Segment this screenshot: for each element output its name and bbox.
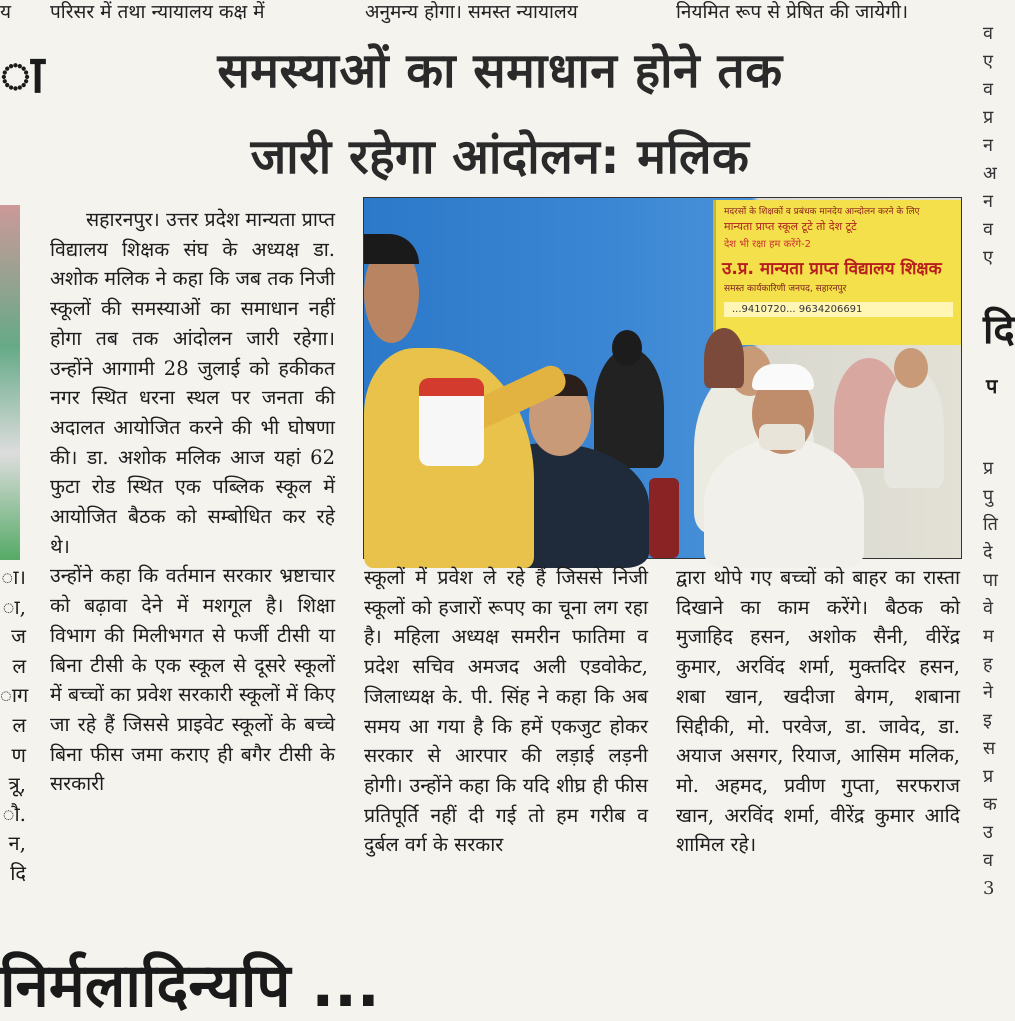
red-chair xyxy=(649,478,679,558)
banner-line-3: देश भी रक्षा हम करेंगे-2 xyxy=(724,239,811,250)
left-photo-sliver xyxy=(0,205,20,560)
right-edge-line: इ xyxy=(983,710,992,731)
right-edge-line: व xyxy=(983,219,994,240)
left-edge-line: त्रू, xyxy=(8,772,26,797)
right-edge-line: ए xyxy=(983,247,993,268)
right-edge-line: पु xyxy=(983,486,994,507)
hair xyxy=(364,234,419,264)
right-edge-line: वे xyxy=(983,598,994,619)
right-edge-line: 3 xyxy=(983,878,995,899)
photo-banner xyxy=(713,200,961,345)
right-edge-line: ह xyxy=(983,654,993,675)
banner-line-2: मान्यता प्राप्त स्कूल टूटे तो देश टूटे xyxy=(724,220,857,233)
person-head xyxy=(612,330,642,366)
right-edge-line: न xyxy=(983,135,993,156)
right-edge-line: व xyxy=(983,23,994,44)
person-background xyxy=(704,328,744,388)
article-paragraph-2: उन्होंने कहा कि वर्तमान सरकार भ्रष्टाचार को बढ़ावा देने में मशगूल है। शिक्षा विभाग की मिलीभगत से फर्जी टीसी या बिना टीसी के एक स्कूल से दूसरे स्कूलों में बच्चों का प्रवेश सरकारी स्कूलों में किए जा रहे हैं जिससे प्राइवेट स्कूलों के बच्चे बिना फीस जमा कराए ही बगैर टीसी के सरकारी xyxy=(50,564,335,796)
right-edge-line: प्र xyxy=(983,766,994,787)
person-white-cap-man xyxy=(704,438,864,568)
headline-line-1: समस्याओं का समाधान होने तक xyxy=(217,43,783,99)
right-edge-column-top xyxy=(983,20,1000,272)
headline-line-2: जारी रहेगा आंदोलन: मलिक xyxy=(250,129,750,185)
right-edge-line: उ xyxy=(983,822,993,843)
left-edge-line: न, xyxy=(8,831,26,856)
right-edge-big-fragment: दि xyxy=(983,307,1015,353)
article-paragraph-1: सहारनपुर। उत्तर प्रदेश मान्यता प्राप्त विद्यालय शिक्षक संघ के अध्यक्ष डा. अशोक मलिक ने कहा कि जब तक निजी स्कूलों की समस्याओं का समाधान नहीं होगा तब तक आंदोलन जारी रहेगा। उन्होंने आगामी 28 जुलाई को हकीकत नगर स्थित धरना स्थल पर जनता की अदालत आयोजित करने की भी घोषणा की। डा. अशोक मलिक आज यहां 62 फुटा रोड स्थित एक पब्लिक स्कूल में आयोजित बैठक को सम्बोधित कर रहे थे। xyxy=(50,208,335,558)
bottom-next-headline xyxy=(0,951,1000,1021)
top-fragment-col2: अनुमन्य होगा। समस्त न्यायालय xyxy=(365,1,578,23)
right-edge-line: ति xyxy=(983,514,998,535)
top-fragment-left: य xyxy=(0,1,12,23)
right-edge-line: दे xyxy=(983,542,993,563)
right-edge-line: अ xyxy=(983,163,997,184)
left-edge-fragment: ा xyxy=(0,45,45,105)
bottom-next-headline-text: निर्मलादिन्यपि ... xyxy=(0,951,380,1021)
right-edge-line: ए xyxy=(983,51,993,72)
right-edge-line: स xyxy=(983,738,996,759)
left-edge-line: ा। xyxy=(1,565,26,589)
face-mask xyxy=(759,424,805,450)
top-fragment-col3: नियमित रूप से प्रेषित की जायेगी। xyxy=(676,1,909,23)
right-edge-line: न xyxy=(983,191,993,212)
right-edge-line: पा xyxy=(983,570,998,591)
person-head xyxy=(894,348,928,388)
left-edge-line: ाग xyxy=(0,683,29,708)
article-paragraph-4: द्वारा थोपे गए बच्चों को बाहर का रास्ता दिखाने का काम करेंगे। बैठक को मुजाहिद हसन, अशोक सैनी, वीरेंद्र कुमार, अरविंद शर्मा, मुक्तदिर हसन, शबा खान, खदीजा बेगम, शबाना सिद्दीकी, मो. परवेज, डा. जावेद, डा. अयाज असगर, रियाज, आसिम मलिक, मो. अहमद, प्रवीण गुप्ता, सरफराज खान, अरविंद शर्मा, वीरेंद्र कुमार आदि शामिल रहे। xyxy=(676,566,960,857)
left-edge-line: ज xyxy=(11,624,26,649)
banner-line-5: समस्त कार्यकारिणी जनपद, सहारनपुर xyxy=(724,284,847,294)
news-photo xyxy=(363,197,962,559)
right-edge-line: व xyxy=(983,850,994,871)
right-edge-line: व xyxy=(983,79,994,100)
right-edge-line: प्र xyxy=(983,458,994,479)
left-edge-column xyxy=(0,563,29,889)
top-fragment-col1: परिसर में तथा न्यायालय कक्ष में xyxy=(50,1,265,23)
right-edge-sub-fragment: प xyxy=(986,374,998,398)
left-edge-line: ल xyxy=(12,653,26,678)
article-column-2 xyxy=(364,563,648,860)
left-edge-line: ल xyxy=(12,712,26,737)
banner-line-1: मदरसों के शिक्षकों व प्रबंधक मानदेय आन्दोलन करने के लिए xyxy=(724,207,920,217)
right-edge-line: ने xyxy=(983,682,993,703)
left-edge-line: ौ. xyxy=(2,801,26,826)
banner-line-6: ...9410720... 9634206691 xyxy=(724,302,953,317)
person-woman-hijab xyxy=(594,348,664,468)
right-edge-column-bottom xyxy=(983,455,1000,903)
right-edge-line: म xyxy=(983,626,994,647)
right-edge-line: प्र xyxy=(983,107,994,128)
left-edge-line: दि xyxy=(10,860,26,885)
right-edge-line: क xyxy=(983,794,997,815)
left-edge-line: ण xyxy=(11,742,26,767)
left-edge-line: ा, xyxy=(2,594,26,619)
article-column-1 xyxy=(50,205,335,799)
water-jug xyxy=(419,378,484,466)
white-cap xyxy=(752,364,814,390)
article-paragraph-3: स्कूलों में प्रवेश ले रहे हैं जिससे निजी स्कूलों को हजारों रूपए का चूना लग रहा है। महिला अध्यक्ष समरीन फातिमा व प्रदेश सचिव अमजद अली एडवोकेट, जिलाध्यक्ष के. पी. सिंह ने कहा कि अब समय आ गया है कि हमें एकजुट होकर सरकार से आरपार की लड़ाई लड़नी होगी। उन्होंने कहा कि यदि शीघ्र ही फीस प्रतिपूर्ति नहीं दी गई तो हम गरीब व दुर्बल वर्ग के सरकार xyxy=(364,566,648,857)
article-column-3 xyxy=(676,563,960,860)
banner-line-4: उ.प्र. मान्यता प्राप्त विद्यालय शिक्षक xyxy=(722,259,942,279)
